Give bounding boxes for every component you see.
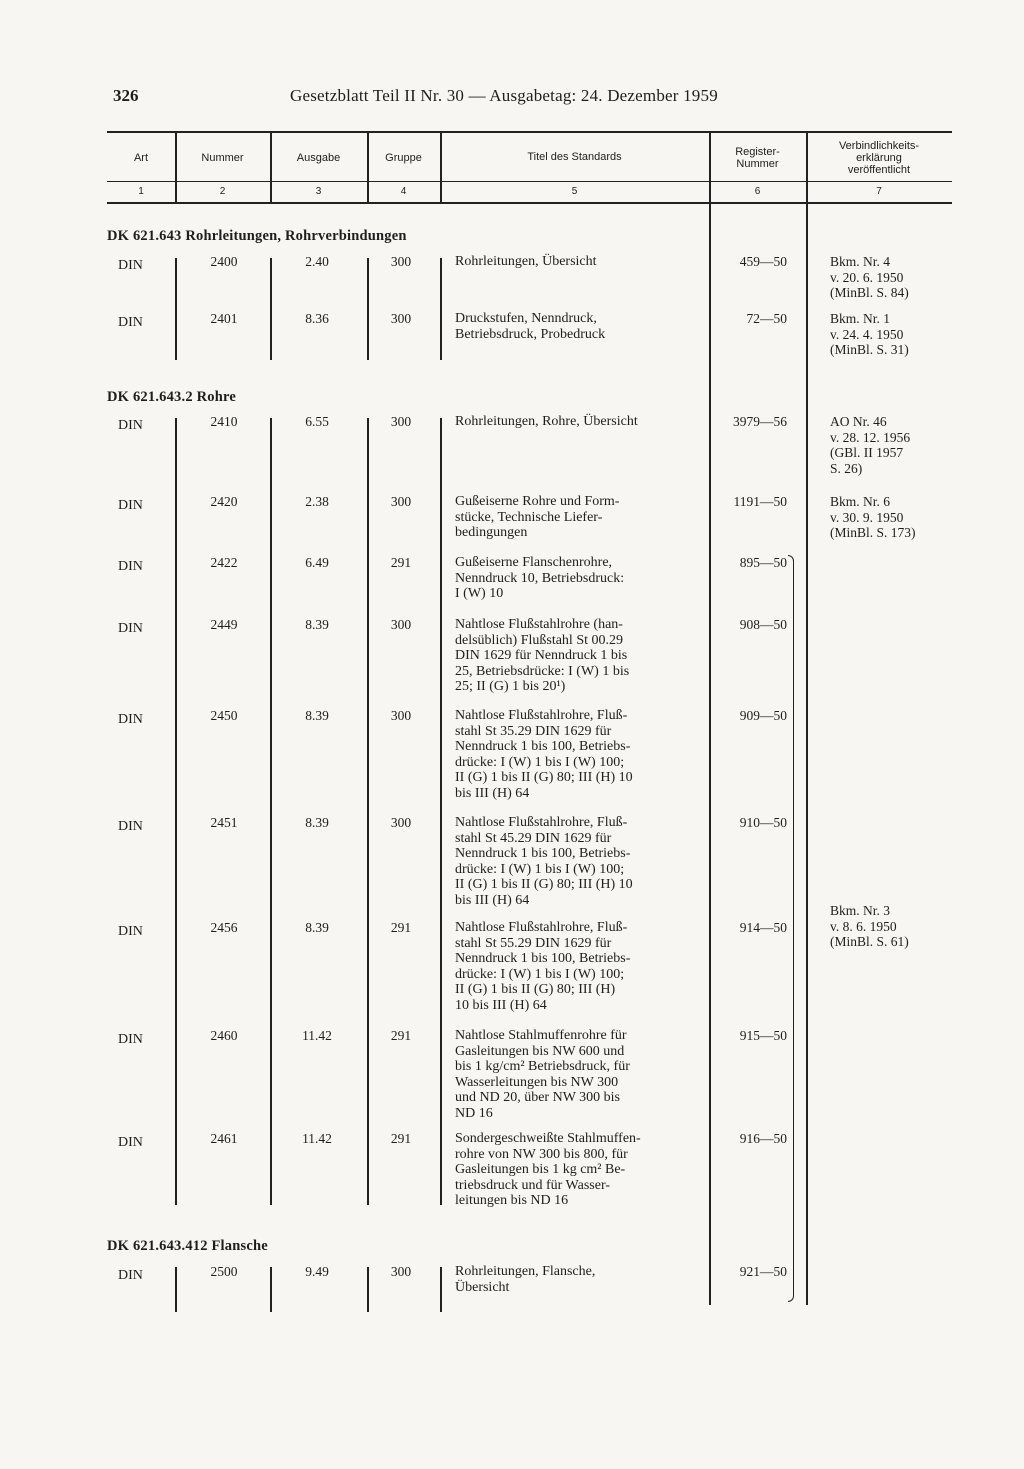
- running-head: Gesetzblatt Teil II Nr. 30 — Ausgabetag: 24. Dezember 1959: [290, 86, 718, 105]
- cell-nummer: 2449: [210, 617, 238, 632]
- cell-titel: Druckstufen, Nenndruck, Betriebsdruck, Probedruck: [455, 311, 606, 342]
- cell-art: DIN: [118, 819, 143, 834]
- column-header: Verbindlichkeits- erklärung veröffentlicht: [838, 140, 920, 176]
- cell-register: 895—50: [739, 555, 787, 570]
- cell-gruppe: 300: [390, 617, 412, 632]
- column-rule: [806, 133, 808, 1305]
- cell-nummer: 2401: [210, 311, 238, 326]
- column-number: 5: [571, 186, 578, 197]
- cell-titel: Nahtlose Flußstahlrohre, Fluß- stahl St 35.29 DIN 1629 für Nenndruck 1 bis 100, Betriebs- drücke: I (W) 1 bis I (W) 100; II (G) 1 bis II (G) 80; III (H) 10 bis III (H) 64: [455, 708, 633, 801]
- cell-ausgabe: 8.39: [305, 815, 329, 830]
- column-number: 7: [876, 186, 882, 197]
- cell-nummer: 2400: [210, 254, 238, 269]
- cell-nummer: 2410: [210, 414, 238, 429]
- cell-verbindlichkeit: AO Nr. 46 v. 28. 12. 1956 (GBl. II 1957 S. 26): [830, 414, 911, 476]
- column-rule: [175, 258, 177, 360]
- cell-register: 921—50: [739, 1264, 787, 1279]
- cell-register: 72—50: [746, 311, 787, 326]
- cell-art: DIN: [118, 1135, 143, 1150]
- cell-gruppe: 300: [390, 1264, 412, 1279]
- cell-nummer: 2422: [210, 555, 238, 570]
- cell-art: DIN: [118, 621, 143, 636]
- section-heading: DK 621.643.2 Rohre: [107, 389, 236, 405]
- section-heading: DK 621.643.412 Flansche: [107, 1238, 268, 1254]
- cell-titel: Nahtlose Stahlmuffenrohre für Gasleitungen bis NW 600 und bis 1 kg/cm² Betriebsdruck, für Wasserleitungen bis NW 300 und ND 20, über NW 300 bis ND 16: [455, 1028, 630, 1121]
- cell-register: 459—50: [739, 254, 787, 269]
- cell-gruppe: 291: [390, 920, 412, 935]
- cell-ausgabe: 8.39: [305, 708, 329, 723]
- column-rule: [367, 258, 369, 360]
- cell-titel: Nahtlose Flußstahlrohre, Fluß- stahl St 55.29 DIN 1629 für Nenndruck 1 bis 100, Betriebs- drücke: I (W) 1 bis I (W) 100; II (G) 1 bis II (G) 80; III (H) 10 bis III (H) 64: [455, 920, 631, 1013]
- cell-gruppe: 300: [390, 815, 412, 830]
- column-header: Ausgabe: [296, 152, 341, 164]
- cell-titel: Rohrleitungen, Übersicht: [455, 254, 597, 269]
- cell-ausgabe: 2.38: [305, 494, 329, 509]
- cell-titel: Rohrleitungen, Flansche, Übersicht: [455, 1264, 596, 1295]
- cell-ausgabe: 8.36: [305, 311, 329, 326]
- column-number: 6: [754, 186, 761, 197]
- cell-nummer: 2500: [210, 1264, 238, 1279]
- column-rule: [270, 133, 272, 203]
- table-top-rule: [107, 131, 952, 133]
- column-rule: [270, 258, 272, 360]
- cell-titel: Gußeiserne Flanschenrohre, Nenndruck 10, Betriebsdruck: I (W) 10: [455, 555, 625, 601]
- cell-art: DIN: [118, 1268, 143, 1283]
- column-rule: [440, 1267, 442, 1312]
- cell-ausgabe: 8.39: [305, 617, 329, 632]
- section-heading: DK 621.643 Rohrleitungen, Rohrverbindungen: [107, 228, 407, 244]
- cell-ausgabe: 11.42: [302, 1131, 332, 1146]
- cell-register: 910—50: [739, 815, 787, 830]
- cell-verbindlichkeit: Bkm. Nr. 4 v. 20. 6. 1950 (MinBl. S. 84): [830, 254, 909, 300]
- cell-gruppe: 291: [390, 1028, 412, 1043]
- cell-ausgabe: 6.49: [305, 555, 329, 570]
- cell-ausgabe: 11.42: [302, 1028, 332, 1043]
- cell-art: DIN: [118, 258, 143, 273]
- column-rule: [709, 133, 711, 1305]
- column-number: 4: [400, 186, 407, 197]
- cell-art: DIN: [118, 498, 143, 513]
- cell-register: 916—50: [739, 1131, 787, 1146]
- column-header: Gruppe: [385, 152, 422, 164]
- cell-ausgabe: 6.55: [305, 414, 329, 429]
- column-header: Titel des Standards: [527, 151, 622, 163]
- cell-gruppe: 300: [390, 494, 412, 509]
- cell-art: DIN: [118, 559, 143, 574]
- cell-register: 3979—56: [733, 414, 787, 429]
- column-header: Register- Nummer: [735, 146, 780, 170]
- cell-verbindlichkeit: Bkm. Nr. 3 v. 8. 6. 1950 (MinBl. S. 61): [830, 903, 909, 949]
- cell-gruppe: 300: [390, 414, 412, 429]
- cell-register: 1191—50: [733, 494, 787, 509]
- cell-titel: Nahtlose Flußstahlrohre (han- delsüblich) Flußstahl St 00.29 DIN 1629 für Nenndruck 1 bis 25, Betriebsdrücke: I (W) 1 bis 25; II (G) 1 bis 20¹): [455, 617, 630, 694]
- table-header-rule: [107, 181, 952, 182]
- cell-titel: Sondergeschweißte Stahlmuffen- rohre von NW 300 bis 800, für Gasleitungen bis 1 kg cm² Be- triebsdruck und für Wasser- leitungen bis ND 16: [455, 1131, 641, 1208]
- column-rule: [175, 1267, 177, 1312]
- cell-art: DIN: [118, 315, 143, 330]
- cell-art: DIN: [118, 712, 143, 727]
- cell-nummer: 2451: [210, 815, 238, 830]
- cell-register: 915—50: [739, 1028, 787, 1043]
- cell-gruppe: 300: [390, 708, 412, 723]
- cell-art: DIN: [118, 1032, 143, 1047]
- column-header: Nummer: [201, 152, 244, 164]
- cell-nummer: 2460: [210, 1028, 238, 1043]
- column-rule: [175, 133, 177, 203]
- cell-ausgabe: 9.49: [305, 1264, 329, 1279]
- column-number: 2: [219, 186, 226, 197]
- cell-register: 908—50: [739, 617, 787, 632]
- cell-nummer: 2456: [210, 920, 238, 935]
- cell-titel: Nahtlose Flußstahlrohre, Fluß- stahl St 45.29 DIN 1629 für Nenndruck 1 bis 100, Betriebs- drücke: I (W) 1 bis I (W) 100; II (G) 1 bis II (G) 80; III (H) 10 bis III (H) 64: [455, 815, 633, 908]
- cell-register: 914—50: [739, 920, 787, 935]
- column-number: 3: [315, 186, 322, 197]
- cell-nummer: 2461: [210, 1131, 238, 1146]
- page-header: [0, 86, 1024, 112]
- cell-gruppe: 300: [390, 311, 412, 326]
- column-rule: [367, 418, 369, 1205]
- table-number-rule: [107, 202, 952, 204]
- cell-verbindlichkeit: Bkm. Nr. 6 v. 30. 9. 1950 (MinBl. S. 173): [830, 494, 916, 540]
- column-rule: [440, 418, 442, 1205]
- column-rule: [440, 258, 442, 360]
- column-number: 1: [138, 186, 144, 197]
- cell-titel: Gußeiserne Rohre und Form- stücke, Technische Liefer- bedingungen: [455, 494, 620, 540]
- column-rule: [440, 133, 442, 203]
- cell-titel: Rohrleitungen, Rohre, Übersicht: [455, 414, 638, 429]
- register-group-brace: [788, 555, 794, 1302]
- column-header: Art: [133, 152, 149, 164]
- cell-gruppe: 291: [390, 1131, 412, 1146]
- cell-nummer: 2420: [210, 494, 238, 509]
- cell-art: DIN: [118, 418, 143, 433]
- column-rule: [175, 418, 177, 1205]
- cell-ausgabe: 8.39: [305, 920, 329, 935]
- cell-ausgabe: 2.40: [305, 254, 329, 269]
- cell-verbindlichkeit: Bkm. Nr. 1 v. 24. 4. 1950 (MinBl. S. 31): [830, 311, 909, 357]
- column-rule: [367, 133, 369, 203]
- column-rule: [367, 1267, 369, 1312]
- cell-gruppe: 291: [390, 555, 412, 570]
- cell-art: DIN: [118, 924, 143, 939]
- cell-register: 909—50: [739, 708, 787, 723]
- cell-nummer: 2450: [210, 708, 238, 723]
- column-rule: [270, 418, 272, 1205]
- page-number: 326: [113, 86, 139, 105]
- cell-gruppe: 300: [390, 254, 412, 269]
